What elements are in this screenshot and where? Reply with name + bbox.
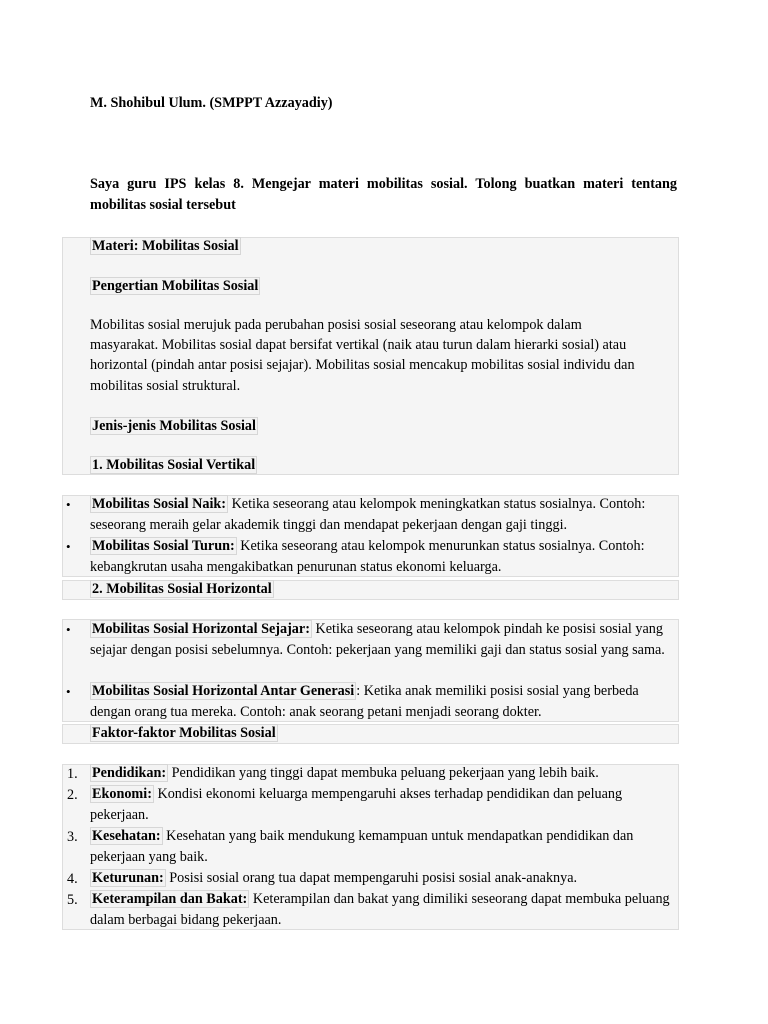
prompt-line-2: mobilitas sosial tersebut [90,197,236,213]
list-item-term: Mobilitas Sosial Naik: [92,496,227,512]
bullet-marker: • [66,684,71,699]
bullet-marker: • [66,622,71,637]
factor-item-skills [90,889,678,931]
list-item-term: Mobilitas Sosial Turun: [92,538,235,554]
factor-text: Kesehatan yang baik mendukung kemampuan untuk mendapatkan pendidikan dan pekerjaan yang baik. [90,828,634,865]
factors-heading: Faktor-faktor Mobilitas Sosial [92,725,276,741]
factor-text: Kondisi ekonomi keluarga mempengaruhi akses terhadap pendidikan dan peluang pekerjaan. [90,786,623,823]
factor-item-heredity [90,868,678,889]
list-number: 1. [67,766,78,782]
factor-text: Pendidikan yang tinggi dapat membuka peluang pekerjaan yang lebih baik. [168,765,599,781]
list-item-vertical-down [90,536,678,578]
list-item-vertical-up [90,494,678,536]
vertical-heading: 1. Mobilitas Sosial Vertikal [92,457,256,473]
list-item-horizontal-parallel [90,619,678,661]
list-item-text: Ketika seseorang atau kelompok pindah ke posisi sosial yang sejajar dengan posisi sebelumnya. Contoh: pekerjaan yang memiliki gaji dan status sosial yang sama. [90,621,665,658]
prompt-text [90,174,677,216]
list-item-horizontal-generation [90,681,678,723]
definition-heading: Pengertian Mobilitas Sosial [92,278,259,294]
definition-line-1: Mobilitas sosial merujuk pada perubahan posisi sosial seseorang atau kelompok dalam [90,317,582,333]
bullet-marker: • [66,539,71,554]
list-number: 3. [67,829,78,845]
factor-item-education [90,763,678,784]
factor-term: Keterampilan dan Bakat: [92,891,248,907]
definition-line-2: masyarakat. Mobilitas sosial dapat bersifat vertikal (naik atau turun dalam hierarki sosial) atau [90,337,627,353]
list-item-text: Ketika seseorang atau kelompok menurunkan status sosialnya. Contoh: kebangkrutan usaha mengakibatkan penurunan status ekonomi keluarga. [90,538,645,575]
factor-term: Kesehatan: [92,828,161,844]
factor-text: Keterampilan dan bakat yang dimiliki seseorang dapat membuka peluang dalam berbagai bidang pekerjaan. [90,891,670,928]
definition-line-4: mobilitas sosial struktural. [90,378,241,394]
list-number: 2. [67,787,78,803]
material-title: Materi: Mobilitas Sosial [92,238,239,254]
factor-text: Posisi sosial orang tua dapat mempengaruhi posisi sosial anak-anaknya. [165,870,578,886]
list-item-term: Mobilitas Sosial Horizontal Antar Generasi [92,683,355,699]
list-item-text: Ketika anak memiliki posisi sosial yang berbeda dengan orang tua mereka. Contoh: anak seorang petani menjadi seorang dokter. [90,683,639,720]
factor-item-health [90,826,678,868]
types-heading: Jenis-jenis Mobilitas Sosial [92,418,256,434]
factor-term: Pendidikan: [92,765,167,781]
definition-line-3: horizontal (pindah antar posisi sejajar). Mobilitas sosial mencakup mobilitas sosial individu dan [90,357,635,373]
horizontal-heading: 2. Mobilitas Sosial Horizontal [92,581,272,597]
author-line: M. Shohibul Ulum. (SMPPT Azzayadiy) [90,95,333,111]
list-number: 4. [67,871,78,887]
factor-term: Ekonomi: [92,786,152,802]
list-item-term: Mobilitas Sosial Horizontal Sejajar: [92,621,310,637]
list-item-colon: : [356,683,361,699]
factor-item-economy [90,784,678,826]
bullet-marker: • [66,497,71,512]
list-number: 5. [67,892,78,908]
factor-term: Keturunan: [92,870,164,886]
prompt-line-1: Saya guru IPS kelas 8. Mengejar materi mobilitas sosial. Tolong buatkan materi tentang [90,176,677,192]
list-item-text: Ketika seseorang atau kelompok meningkatkan status sosialnya. Contoh: seseorang meraih gelar akademik tinggi dan mendapat pekerjaan dengan gaji tinggi. [90,496,646,533]
